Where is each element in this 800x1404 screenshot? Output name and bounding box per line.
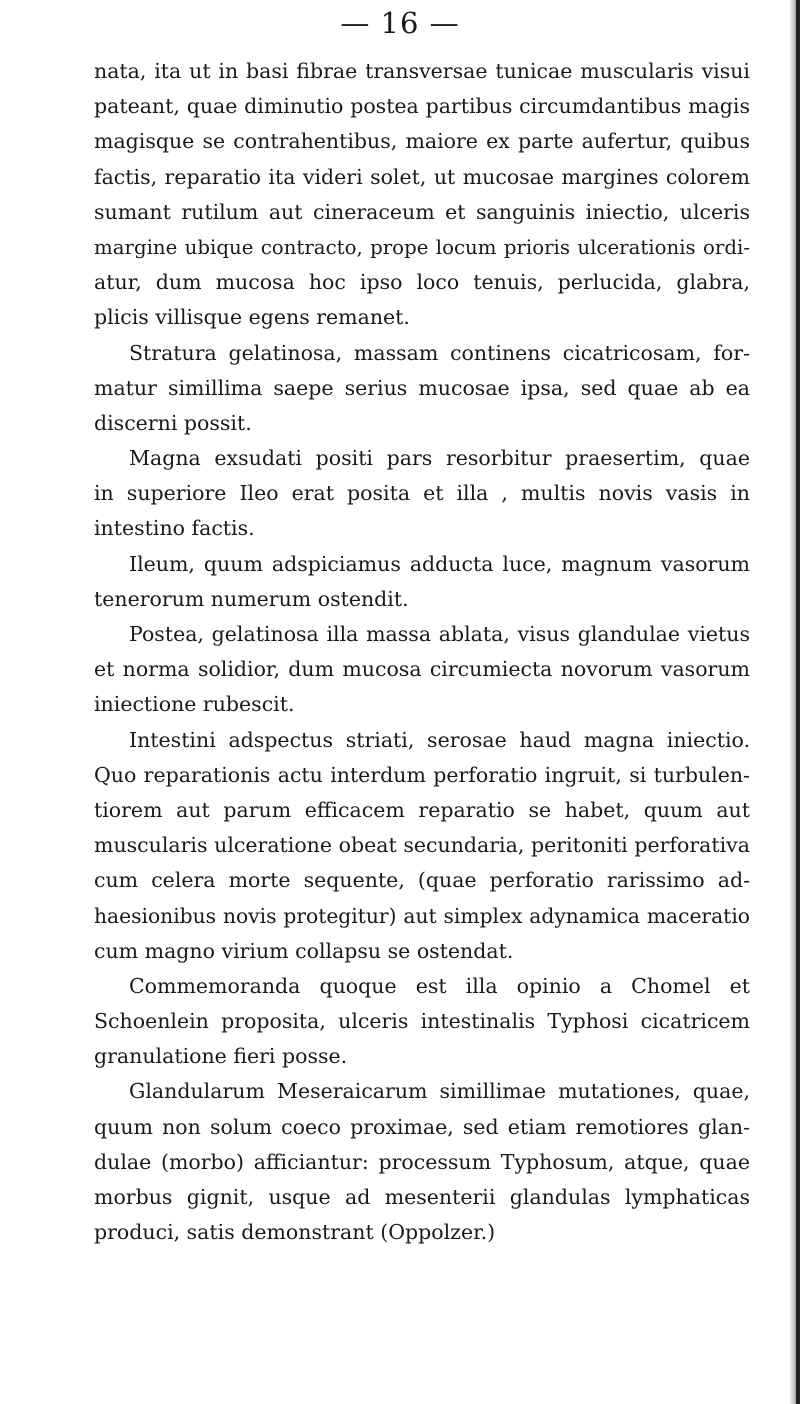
text-line: iniectione rubescit.: [94, 692, 295, 717]
text-line: et norma solidior, dum mucosa circumiecta novorum vasorum: [94, 657, 750, 682]
text-line: pateant, quae diminutio postea partibus circumdantibus magis: [94, 94, 750, 119]
text-line: Postea, gelatinosa illa massa ablata, visus glandulae vietus: [129, 622, 750, 646]
text-line: Intestini adspectus striati, serosae haud magna iniectio.: [129, 727, 750, 752]
text-line: discerni possit.: [94, 410, 252, 435]
text-line: morbus gignit, usque ad mesenterii glandulas lymphaticas: [94, 1185, 750, 1209]
text-line: produci, satis demonstrant (Oppolzer.): [94, 1220, 496, 1245]
page-number-header: — 16 —: [340, 6, 460, 40]
text-line: in superiore Ileo erat posita et illa , multis novis vasis in: [94, 481, 750, 506]
text-line: plicis villisque egens remanet.: [94, 305, 410, 330]
text-line: muscularis ulceratione obeat secundaria, peritoniti perforativa: [94, 833, 750, 858]
text-line: dulae (morbo) afficiantur: processum Typhosum, atque, quae: [94, 1149, 750, 1174]
text-line: magisque se contrahentibus, maiore ex parte aufertur, quibus: [94, 129, 750, 154]
text-line: Stratura gelatinosa, massam continens cicatricosam, for-: [129, 340, 750, 365]
body-text: [94, 54, 750, 1250]
text-line: Schoenlein proposita, ulceris intestinalis Typhosi cicatricem: [94, 1009, 750, 1034]
text-line: atur, dum mucosa hoc ipso loco tenuis, perlucida, glabra,: [94, 270, 750, 295]
text-line: intestino factis.: [94, 516, 255, 541]
text-line: sumant rutilum aut cineraceum et sanguinis iniectio, ulceris: [94, 199, 750, 224]
text-line: tenerorum numerum ostendit.: [94, 586, 409, 611]
text-line: granulatione fieri posse.: [94, 1044, 348, 1069]
text-line: Magna exsudati positi pars resorbitur praesertim, quae: [129, 446, 750, 471]
text-line: factis, reparatio ita videri solet, ut mucosae margines colorem: [94, 164, 750, 189]
text-line: margine ubique contracto, prope locum prioris ulcerationis ordi-: [94, 235, 750, 259]
text-line: nata, ita ut in basi fibrae transversae tunicae muscularis visui: [94, 59, 750, 83]
text-line: Commemoranda quoque est illa opinio a Chomel et: [129, 973, 750, 998]
text-line: haesionibus novis protegitur) aut simplex adynamica maceratio: [94, 903, 750, 928]
text-line: Glandularum Meseraicarum simillimae mutationes, quae,: [129, 1079, 750, 1104]
text-line: Ileum, quum adspiciamus adducta luce, magnum vasorum: [129, 551, 750, 576]
page-binding-edge: [796, 0, 800, 1404]
text-line: quum non solum coeco proximae, sed etiam remotiores glan-: [94, 1114, 750, 1139]
text-line: tiorem aut parum efficacem reparatio se habet, quum aut: [94, 797, 750, 822]
text-line: cum celera morte sequente, (quae perforatio rarissimo ad-: [94, 868, 750, 893]
text-line: cum magno virium collapsu se ostendat.: [94, 938, 514, 963]
text-line: Quo reparationis actu interdum perforatio ingruit, si turbulen-: [94, 762, 750, 787]
text-line: matur simillima saepe serius mucosae ipsa, sed quae ab ea: [94, 375, 750, 400]
